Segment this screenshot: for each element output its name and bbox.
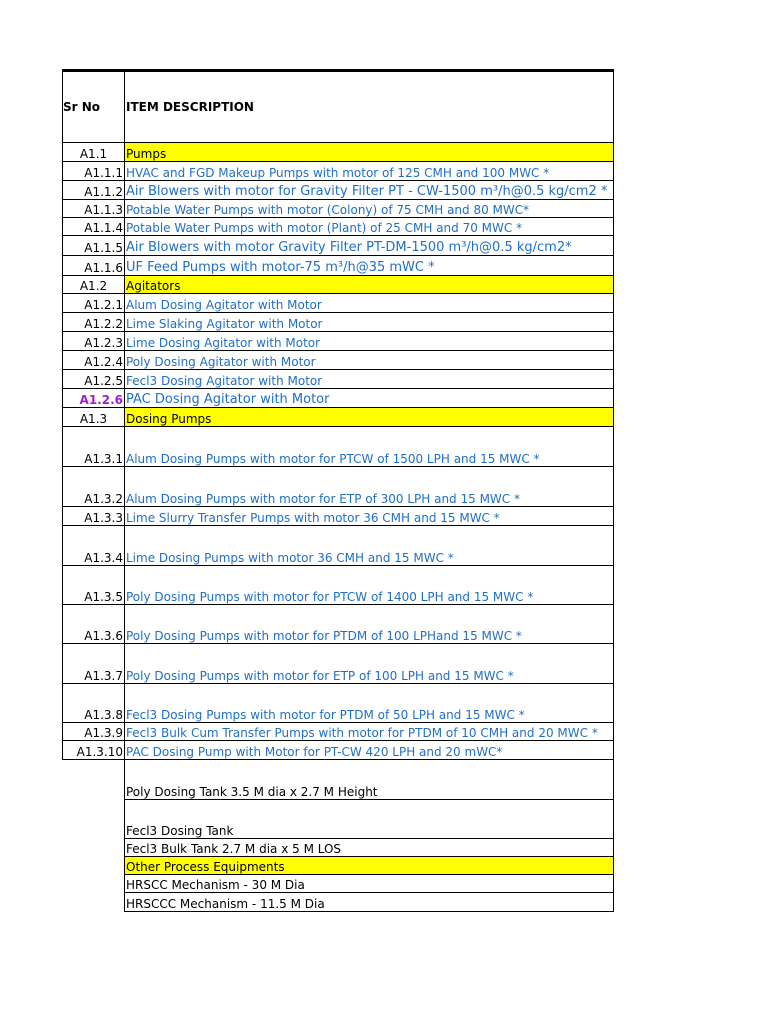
cell-item-description[interactable]: HRSCC Mechanism - 30 M Dia [125,875,614,893]
cell-sr-no[interactable]: A1.2.5 [63,370,125,389]
table-row [63,427,614,467]
section-row [63,408,614,427]
section-row [63,143,614,162]
cell-sr-no[interactable]: A1.3.7 [63,644,125,684]
cell-sr-no[interactable]: A1.3 [63,408,125,427]
cell-sr-no[interactable]: A1.2 [63,276,125,294]
cell-item-description[interactable]: Potable Water Pumps with motor (Colony) of 75 CMH and 80 MWC* [125,200,614,218]
cell-item-description[interactable]: Lime Dosing Pumps with motor 36 CMH and 15 MWC * [125,526,614,566]
cell-item-description[interactable]: Agitators [125,276,614,294]
table-header-row [63,71,614,143]
table-row [63,723,614,741]
cell-item-description[interactable]: Poly Dosing Pumps with motor for ETP of 100 LPH and 15 MWC * [125,644,614,684]
table-row [63,875,614,893]
cell-sr-no[interactable]: A1.1 [63,143,125,162]
cell-sr-no[interactable]: A1.3.3 [63,507,125,526]
table-row [63,181,614,200]
cell-sr-no[interactable]: A1.3.10 [63,741,125,760]
cell-item-description[interactable]: Pumps [125,143,614,162]
cell-item-description[interactable]: Other Process Equipments [125,857,614,875]
cell-item-description[interactable]: Dosing Pumps [125,408,614,427]
cell-item-description[interactable]: Lime Slaking Agitator with Motor [125,313,614,332]
cell-item-description[interactable]: Fecl3 Dosing Agitator with Motor [125,370,614,389]
cell-sr-no [63,839,125,857]
cell-sr-no [63,875,125,893]
cell-sr-no[interactable]: A1.1.2 [63,181,125,200]
table-row [63,684,614,723]
cell-item-description[interactable]: Fecl3 Dosing Tank [125,800,614,839]
table-row [63,800,614,839]
cell-sr-no[interactable]: A1.3.2 [63,467,125,507]
cell-item-description[interactable]: Fecl3 Bulk Cum Transfer Pumps with motor for PTDM of 10 CMH and 20 MWC * [125,723,614,741]
table-row [63,760,614,800]
cell-sr-no[interactable]: A1.1.6 [63,256,125,276]
table-row [63,370,614,389]
cell-item-description[interactable]: PAC Dosing Pump with Motor for PT-CW 420 LPH and 20 mWC* [125,741,614,760]
cell-item-description[interactable]: Poly Dosing Tank 3.5 M dia x 2.7 M Height [125,760,614,800]
cell-item-description[interactable]: Poly Dosing Agitator with Motor [125,351,614,370]
cell-item-description[interactable]: Fecl3 Bulk Tank 2.7 M dia x 5 M LOS [125,839,614,857]
cell-sr-no[interactable]: A1.2.3 [63,332,125,351]
cell-sr-no[interactable]: A1.3.9 [63,723,125,741]
cell-item-description[interactable]: Lime Slurry Transfer Pumps with motor 36 CMH and 15 MWC * [125,507,614,526]
table-row [63,741,614,760]
equipment-table [62,69,614,912]
table-row [63,162,614,181]
cell-item-description[interactable]: Alum Dosing Pumps with motor for PTCW of 1500 LPH and 15 MWC * [125,427,614,467]
section-row [63,276,614,294]
cell-item-description[interactable]: PAC Dosing Agitator with Motor [125,389,614,408]
cell-item-description[interactable]: HRSCCC Mechanism - 11.5 M Dia [125,893,614,912]
cell-sr-no [63,760,125,800]
cell-item-description[interactable]: Air Blowers with motor for Gravity Filter PT - CW-1500 m³/h@0.5 kg/cm2 * [125,181,614,200]
table-row [63,893,614,912]
cell-item-description[interactable]: Fecl3 Dosing Pumps with motor for PTDM of 50 LPH and 15 MWC * [125,684,614,723]
table-row [63,526,614,566]
cell-sr-no[interactable]: A1.3.8 [63,684,125,723]
table-row [63,200,614,218]
table-row [63,644,614,684]
cell-sr-no[interactable]: A1.2.1 [63,294,125,313]
header-item-description[interactable]: ITEM DESCRIPTION [125,71,614,143]
table-row [63,236,614,256]
cell-sr-no[interactable]: A1.1.3 [63,200,125,218]
section-row [63,857,614,875]
cell-item-description[interactable]: Alum Dosing Agitator with Motor [125,294,614,313]
cell-sr-no[interactable]: A1.1.4 [63,218,125,236]
table-row [63,294,614,313]
cell-sr-no [63,800,125,839]
cell-sr-no[interactable]: A1.1.1 [63,162,125,181]
table-row [63,256,614,276]
cell-sr-no [63,893,125,912]
table-row [63,313,614,332]
table-row [63,507,614,526]
table-row [63,605,614,644]
cell-sr-no[interactable]: A1.3.6 [63,605,125,644]
table-row [63,332,614,351]
cell-item-description[interactable]: Poly Dosing Pumps with motor for PTCW of 1400 LPH and 15 MWC * [125,566,614,605]
table-row [63,389,614,408]
table-row [63,839,614,857]
cell-sr-no[interactable]: A1.3.4 [63,526,125,566]
cell-sr-no[interactable]: A1.1.5 [63,236,125,256]
table-row [63,218,614,236]
table-row [63,351,614,370]
cell-sr-no [63,857,125,875]
cell-item-description[interactable]: Potable Water Pumps with motor (Plant) of 25 CMH and 70 MWC * [125,218,614,236]
cell-sr-no[interactable]: A1.2.4 [63,351,125,370]
cell-item-description[interactable]: Alum Dosing Pumps with motor for ETP of 300 LPH and 15 MWC * [125,467,614,507]
table-row [63,467,614,507]
header-sr-no[interactable]: Sr No [63,71,125,143]
cell-item-description[interactable]: Poly Dosing Pumps with motor for PTDM of 100 LPHand 15 MWC * [125,605,614,644]
cell-item-description[interactable]: UF Feed Pumps with motor-75 m³/h@35 mWC * [125,256,614,276]
cell-sr-no[interactable]: A1.3.1 [63,427,125,467]
cell-sr-no[interactable]: A1.2.6 [63,389,125,408]
cell-item-description[interactable]: HVAC and FGD Makeup Pumps with motor of 125 CMH and 100 MWC * [125,162,614,181]
cell-item-description[interactable]: Lime Dosing Agitator with Motor [125,332,614,351]
cell-sr-no[interactable]: A1.2.2 [63,313,125,332]
table-row [63,566,614,605]
cell-sr-no[interactable]: A1.3.5 [63,566,125,605]
cell-item-description[interactable]: Air Blowers with motor Gravity Filter PT-DM-1500 m³/h@0.5 kg/cm2* [125,236,614,256]
